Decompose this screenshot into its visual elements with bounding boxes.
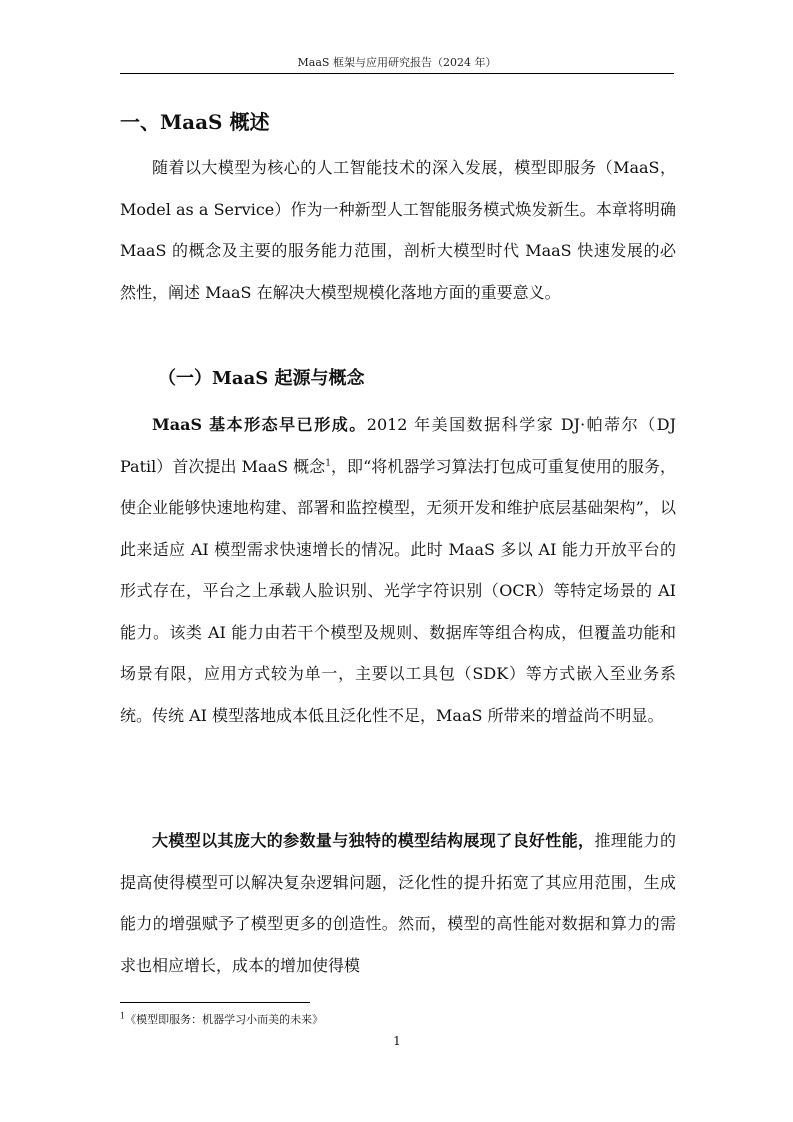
page-number: 1	[393, 1034, 401, 1048]
origin-paragraph	[120, 404, 676, 736]
origin-paragraph-text-2: ，即“将机器学习算法打包成可重复使用的服务，使企业能够快速地构建、部署和监控模型，无须开发和维护底层基础架构”，以此来适应 AI 模型需求快速增长的情况。此时 MaaS 多以 AI 能力开放平台的形式存在，平台之上承载人脸识别、光学字符识别（OCR）等特定场景的 AI 能力。该类 AI 能力由若干个模型及规则、数据库等组合构成，但覆盖功能和场景有限，应用方式较为单一，主要以工具包（SDK）等方式嵌入至业务系统。传统 AI 模型落地成本低且泛化性不足，MaaS 所带来的增益尚不明显。	[120, 456, 676, 725]
footnote-reference[interactable]: 1	[325, 458, 331, 469]
large-model-paragraph-lead: 大模型以其庞大的参数量与独特的模型结构展现了良好性能，	[152, 831, 595, 850]
footnote-text: 《模型即服务：机器学习小而美的未来》	[125, 1013, 324, 1026]
running-header: MaaS 框架与应用研究报告（2024 年）	[297, 56, 497, 69]
origin-paragraph-text-1: 2012 年美国数据科学家 DJ·帕蒂尔（DJ Patil）首次提出 MaaS 概念	[120, 415, 676, 476]
subsection-heading: （一）MaaS 起源与概念	[158, 368, 365, 389]
header-rule	[120, 73, 674, 74]
footnote-rule	[120, 1002, 310, 1003]
intro-paragraph: 随着以大模型为核心的人工智能技术的深入发展，模型即服务（MaaS，Model as a Service）作为一种新型人工智能服务模式焕发新生。本章将明确 MaaS 的概念及主要的服务能力范围，剖析大模型时代 MaaS 快速发展的必然性，阐述 MaaS 在解决大模型规模化落地方面的重要意义。	[120, 158, 676, 302]
footnote-marker: 1	[120, 1011, 126, 1021]
origin-paragraph-lead: MaaS 基本形态早已形成。	[152, 415, 367, 434]
large-model-paragraph	[120, 820, 676, 986]
large-model-paragraph-text: 推理能力的提高使得模型可以解决复杂逻辑问题，泛化性的提升拓宽了其应用范围，生成能力的增强赋予了模型更多的创造性。然而，模型的高性能对数据和算力的需求也相应增长，成本的增加使得模	[120, 831, 676, 975]
footnote	[120, 1012, 674, 1028]
section-heading: 一、MaaS 概述	[120, 110, 270, 134]
